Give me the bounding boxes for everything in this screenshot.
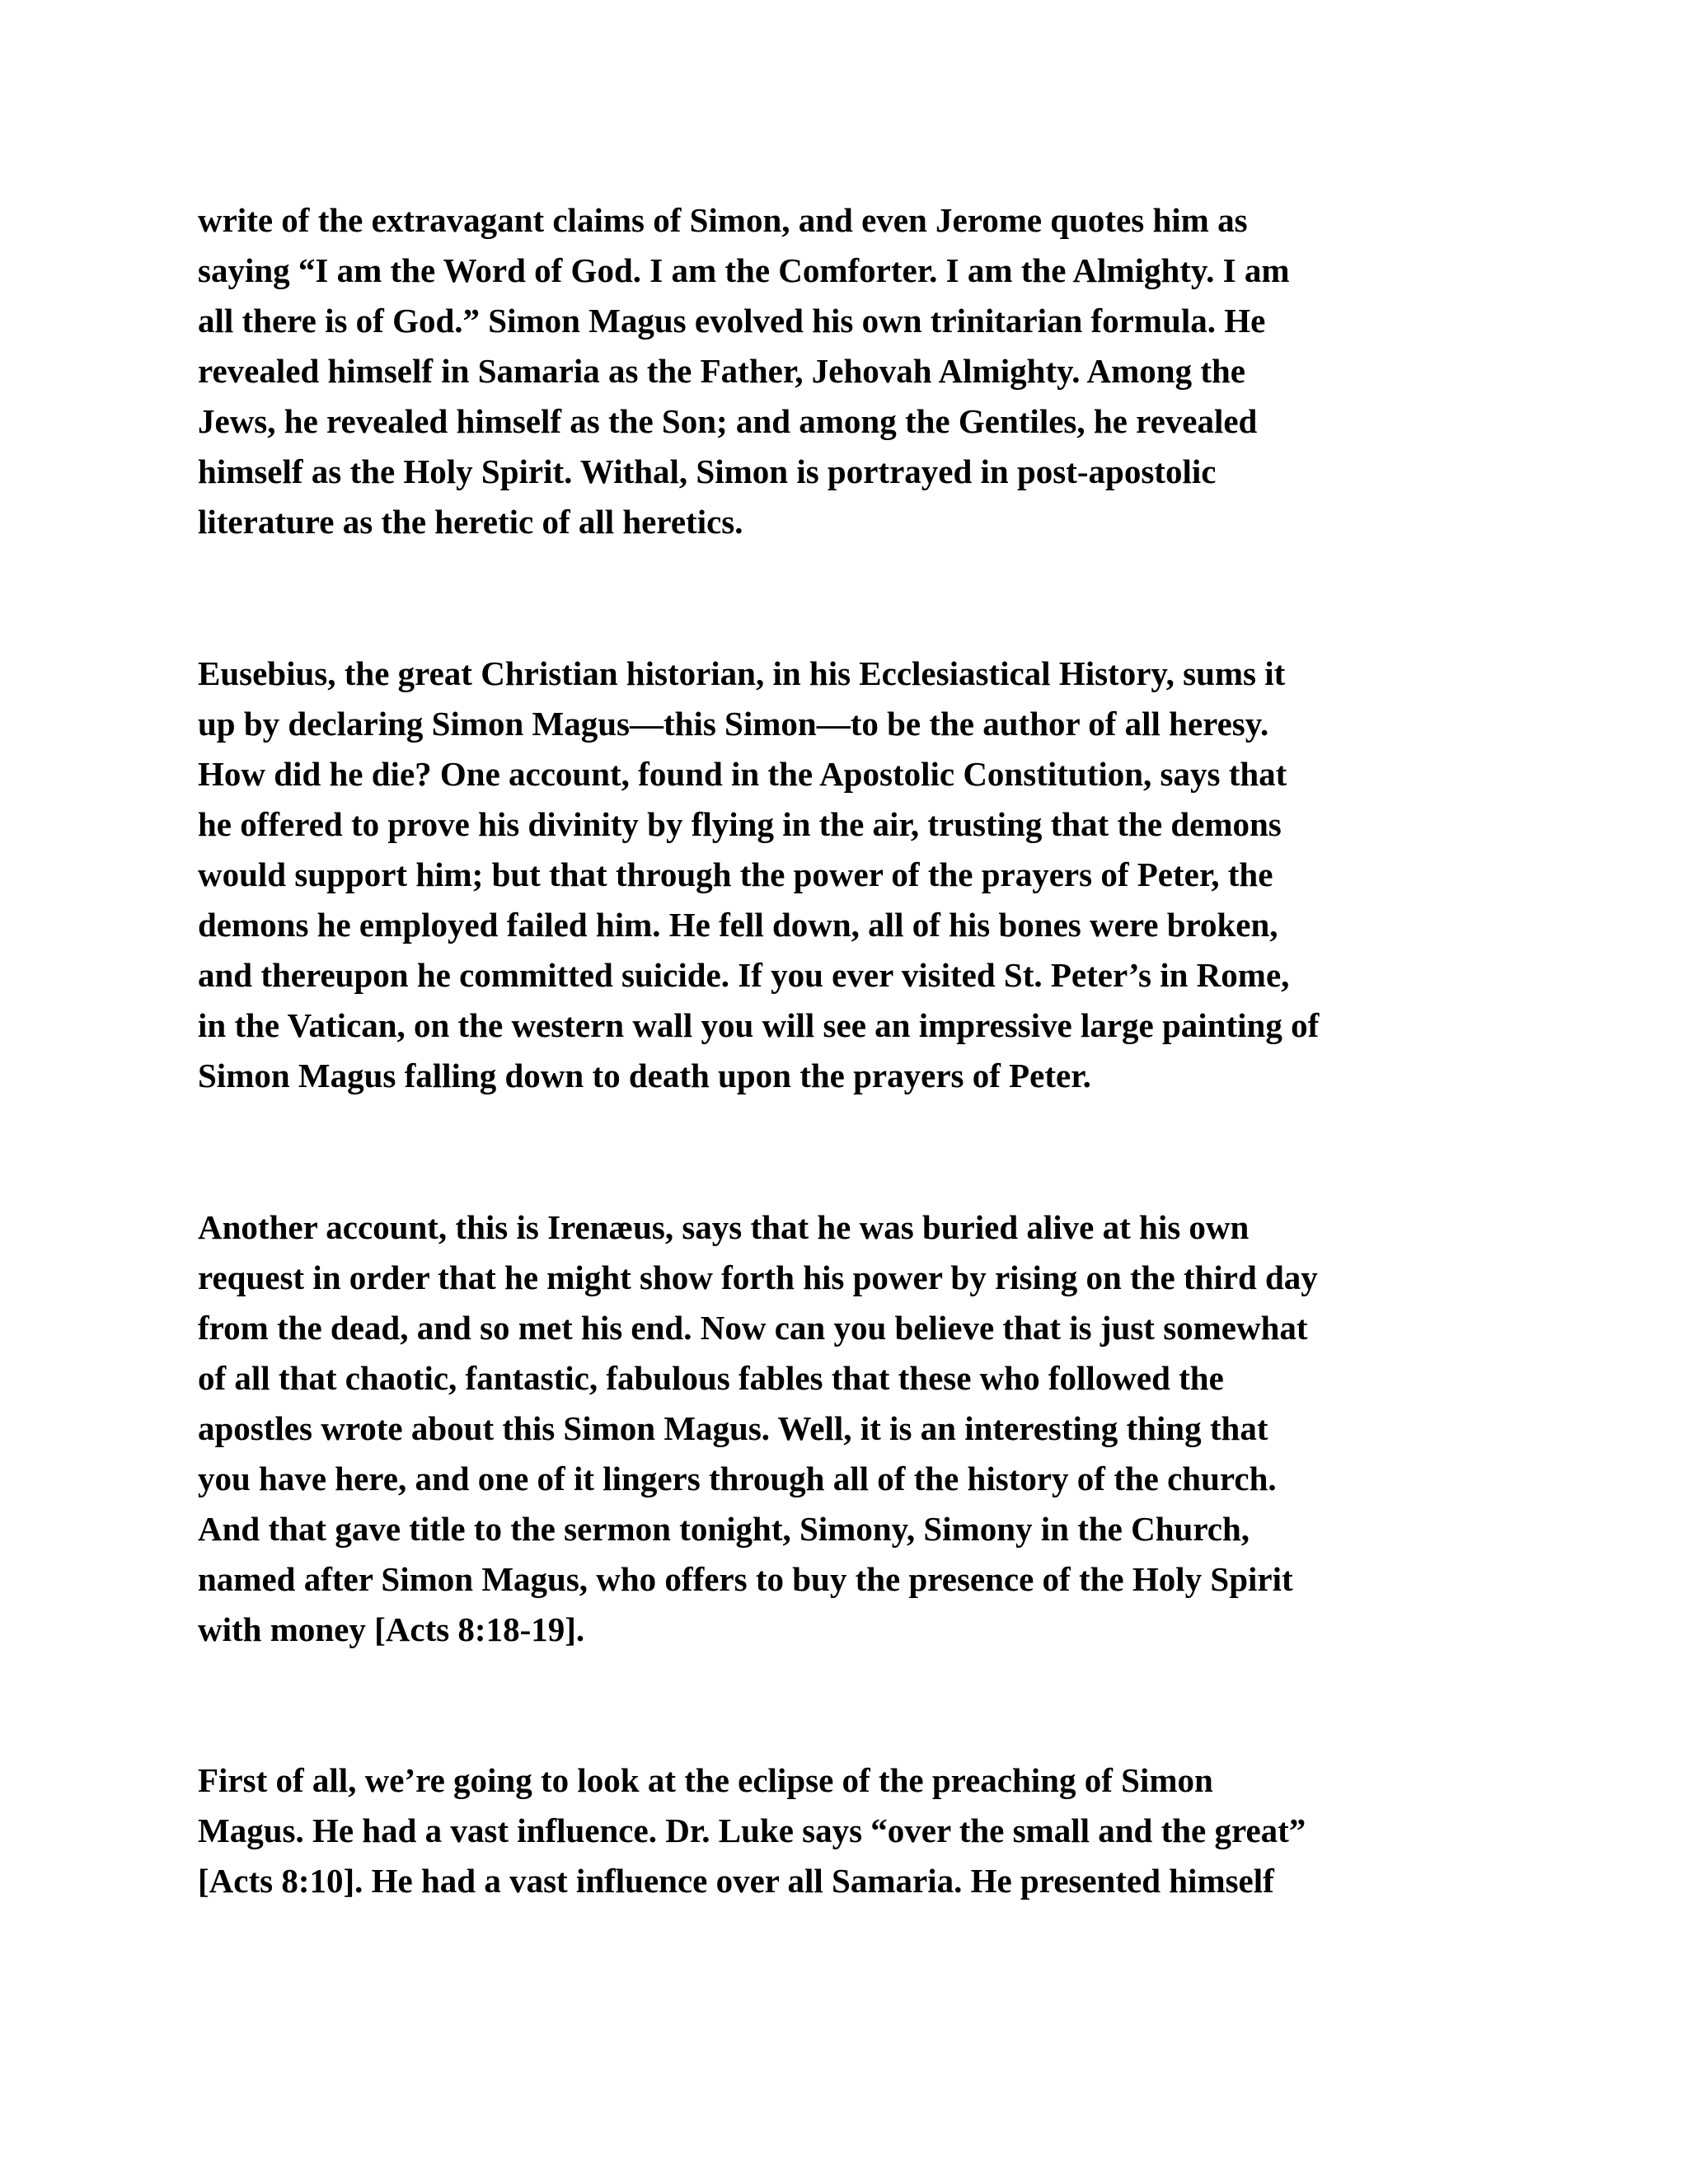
text-line: literature as the heretic of all heretics. xyxy=(198,503,743,541)
text-line: Another account, this is Irenæus, says that he was buried alive at his own xyxy=(198,1208,1250,1246)
paragraph-1 xyxy=(198,195,1500,547)
text-line: demons he employed failed him. He fell down, all of his bones were broken, xyxy=(198,906,1278,944)
paragraph-2 xyxy=(198,649,1500,1101)
text-line: write of the extravagant claims of Simon, and even Jerome quotes him as xyxy=(198,201,1248,239)
text-line: How did he die? One account, found in the Apostolic Constitution, says that xyxy=(198,755,1287,793)
text-line: up by declaring Simon Magus—this Simon—to be the author of all heresy. xyxy=(198,705,1269,743)
text-line: he offered to prove his divinity by flying in the air, trusting that the demons xyxy=(198,805,1282,843)
text-line: you have here, and one of it lingers through all of the history of the church. xyxy=(198,1460,1277,1497)
text-line: [Acts 8:10]. He had a vast influence over all Samaria. He presented himself xyxy=(198,1862,1274,1900)
text-line: from the dead, and so met his end. Now can you believe that is just somewhat xyxy=(198,1309,1308,1347)
text-line: revealed himself in Samaria as the Father, Jehovah Almighty. Among the xyxy=(198,352,1245,390)
text-line: all there is of God.” Simon Magus evolved his own trinitarian formula. He xyxy=(198,302,1266,340)
paragraph-3 xyxy=(198,1202,1500,1655)
text-line: in the Vatican, on the western wall you will see an impressive large painting of xyxy=(198,1006,1320,1044)
text-line: apostles wrote about this Simon Magus. Well, it is an interesting thing that xyxy=(198,1409,1268,1447)
text-line: and thereupon he committed suicide. If you ever visited St. Peter’s in Rome, xyxy=(198,956,1290,994)
text-line: Jews, he revealed himself as the Son; and among the Gentiles, he revealed xyxy=(198,402,1258,440)
paragraph-4 xyxy=(198,1755,1500,1906)
text-line: Magus. He had a vast influence. Dr. Luke says “over the small and the great” xyxy=(198,1811,1306,1849)
text-line: named after Simon Magus, who offers to buy the presence of the Holy Spirit xyxy=(198,1560,1293,1598)
text-line: And that gave title to the sermon tonight, Simony, Simony in the Church, xyxy=(198,1510,1250,1548)
text-line: request in order that he might show forth his power by rising on the third day xyxy=(198,1258,1318,1296)
text-line: First of all, we’re going to look at the eclipse of the preaching of Simon xyxy=(198,1761,1213,1799)
text-line: himself as the Holy Spirit. Withal, Simon is portrayed in post-apostolic xyxy=(198,452,1217,490)
text-line: with money [Acts 8:18-19]. xyxy=(198,1610,585,1648)
text-line: Simon Magus falling down to death upon the prayers of Peter. xyxy=(198,1057,1091,1094)
text-line: Eusebius, the great Christian historian, in his Ecclesiastical History, sums it xyxy=(198,654,1286,692)
text-line: saying “I am the Word of God. I am the Comforter. I am the Almighty. I am xyxy=(198,251,1290,289)
text-line: would support him; but that through the power of the prayers of Peter, the xyxy=(198,855,1273,893)
text-line: of all that chaotic, fantastic, fabulous fables that these who followed the xyxy=(198,1359,1224,1397)
